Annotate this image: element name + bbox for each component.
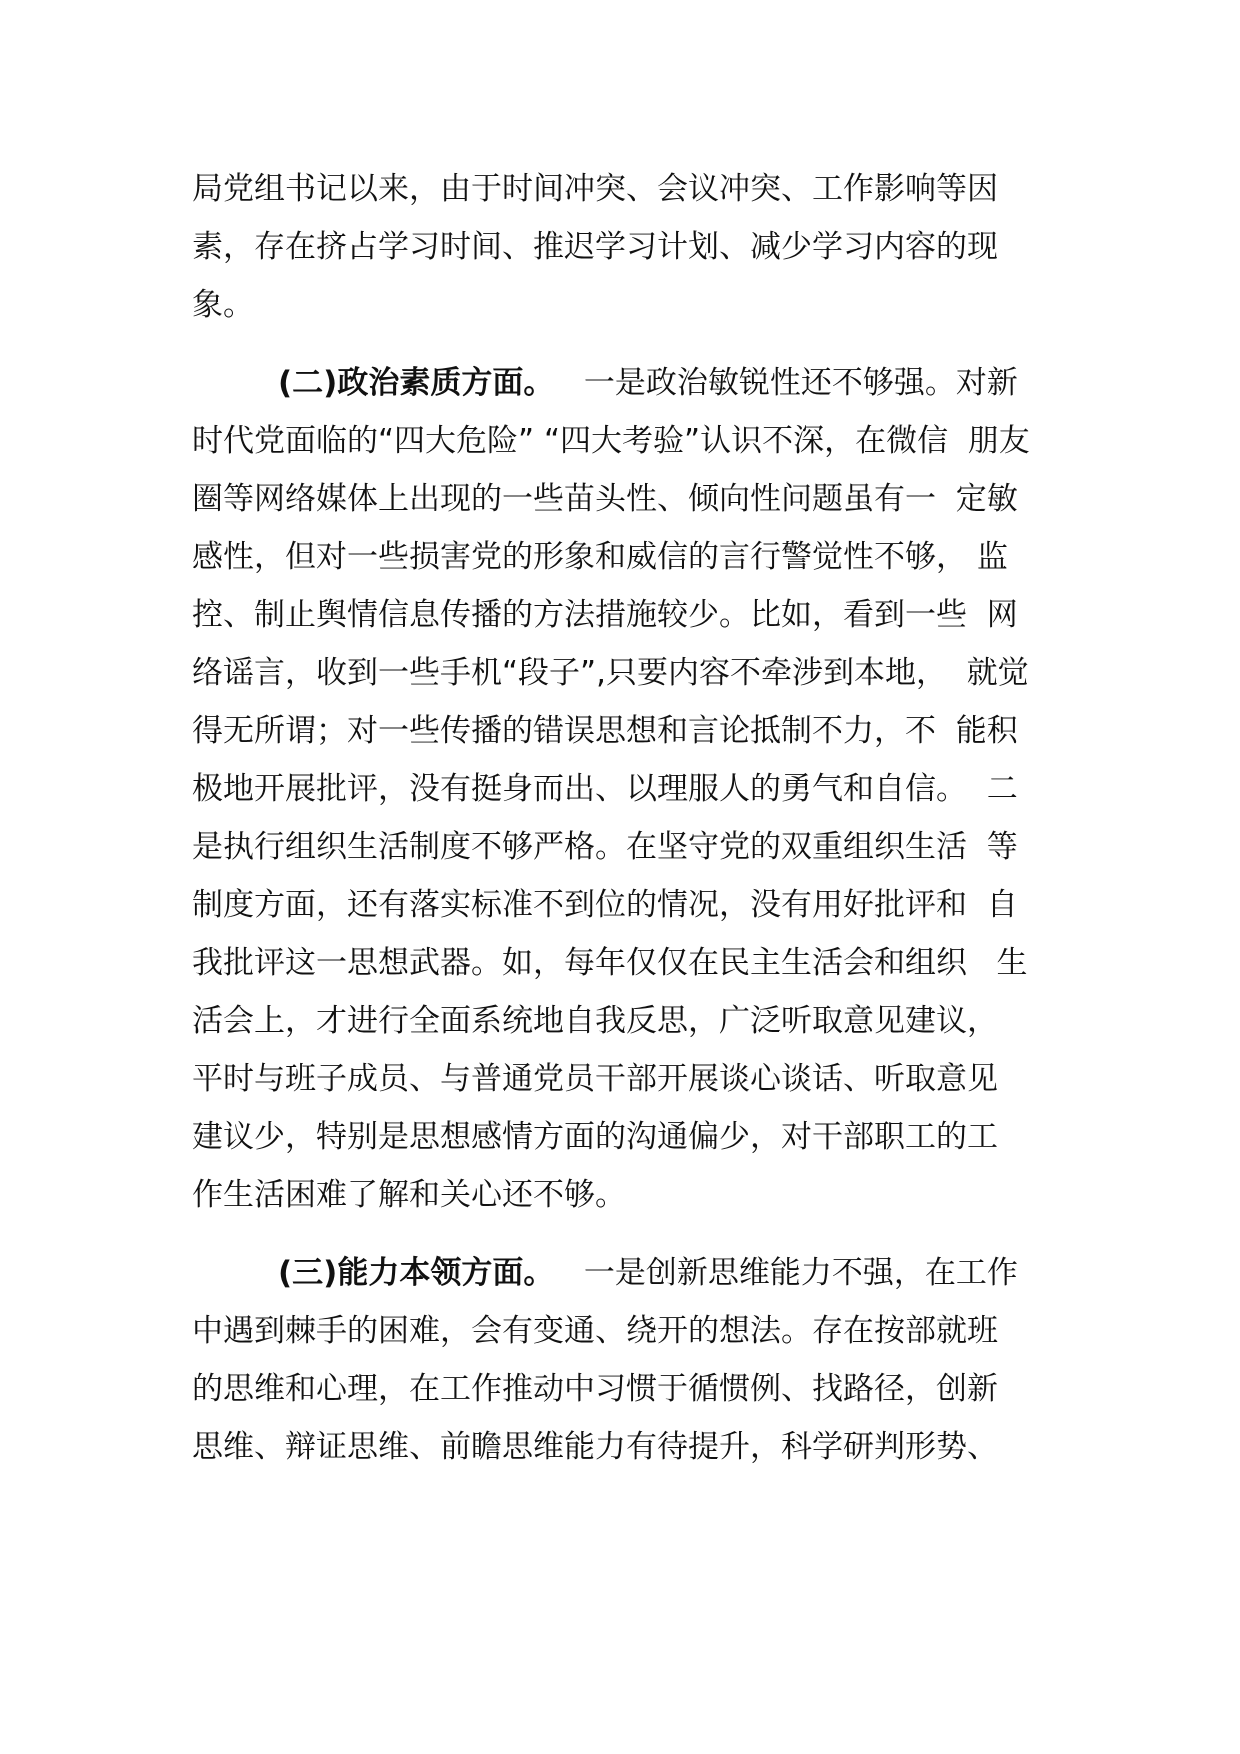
- text-line: 感性，但对一些损害党的形象和威信的言行警觉性不够， 监: [192, 539, 1008, 575]
- text-line: 象。: [192, 287, 254, 323]
- text-line: 思维、辩证思维、前瞻思维能力有待提升，科学研判形势、: [192, 1429, 998, 1465]
- paragraph-ability: [192, 1244, 1092, 1476]
- text-line: 作生活困难了解和关心还不够。: [192, 1177, 626, 1213]
- text-line-first-rest: 一是创新思维能力不强，在工作: [583, 1255, 1018, 1291]
- text-line: 络谣言，收到一些手机“段子”,只要内容不牵涉到本地， 就觉: [192, 655, 1029, 691]
- text-line: 平时与班子成员、与普通党员干部开展谈心谈话、听取意见: [192, 1061, 998, 1097]
- text-line-first: [192, 1244, 1092, 1302]
- text-line: 局党组书记以来，由于时间冲突、会议冲突、工作影响等因: [192, 171, 998, 207]
- text-line: 得无所谓；对一些传播的错误思想和言论抵制不力，不 能积: [192, 713, 1018, 749]
- section-heading-ability: (三)能力本领方面。: [278, 1255, 555, 1291]
- text-line: 我批评这一思想武器。如，每年仅仅在民主生活会和组织 生: [192, 945, 1028, 981]
- text-line: 制度方面，还有落实标准不到位的情况，没有用好批评和 自: [192, 887, 1018, 923]
- text-line: 活会上，才进行全面系统地自我反思，广泛听取意见建议，: [192, 1003, 998, 1039]
- text-line: 控、制止舆情信息传播的方法措施较少。比如，看到一些 网: [192, 597, 1018, 633]
- paragraph-gap: [192, 334, 1092, 354]
- paragraph-gap: [192, 1224, 1092, 1244]
- section-heading-political-quality: (二)政治素质方面。: [278, 365, 555, 401]
- text-line-first-rest: 一是政治敏锐性还不够强。对新: [583, 365, 1018, 401]
- text-line: 圈等网络媒体上出现的一些苗头性、倾向性问题虽有一 定敏: [192, 481, 1018, 517]
- paragraph-political-quality: [192, 354, 1092, 1224]
- text-line-first: [192, 354, 1092, 412]
- text-line: 是执行组织生活制度不够严格。在坚守党的双重组织生活 等: [192, 829, 1018, 865]
- text-line: 极地开展批评，没有挺身而出、以理服人的勇气和自信。 二: [192, 771, 1018, 807]
- text-line: 素，存在挤占学习时间、推迟学习计划、减少学习内容的现: [192, 229, 998, 265]
- text-line: 建议少，特别是思想感情方面的沟通偏少，对干部职工的工: [192, 1119, 998, 1155]
- text-line: 时代党面临的“四大危险” “四大考验”认识不深，在微信 朋友: [192, 423, 1030, 459]
- text-line: 中遇到棘手的困难，会有变通、绕开的想法。存在按部就班: [192, 1313, 998, 1349]
- paragraph-continuation: [192, 160, 1092, 334]
- document-body: [192, 160, 1092, 1476]
- text-line: 的思维和心理，在工作推动中习惯于循惯例、找路径，创新: [192, 1371, 998, 1407]
